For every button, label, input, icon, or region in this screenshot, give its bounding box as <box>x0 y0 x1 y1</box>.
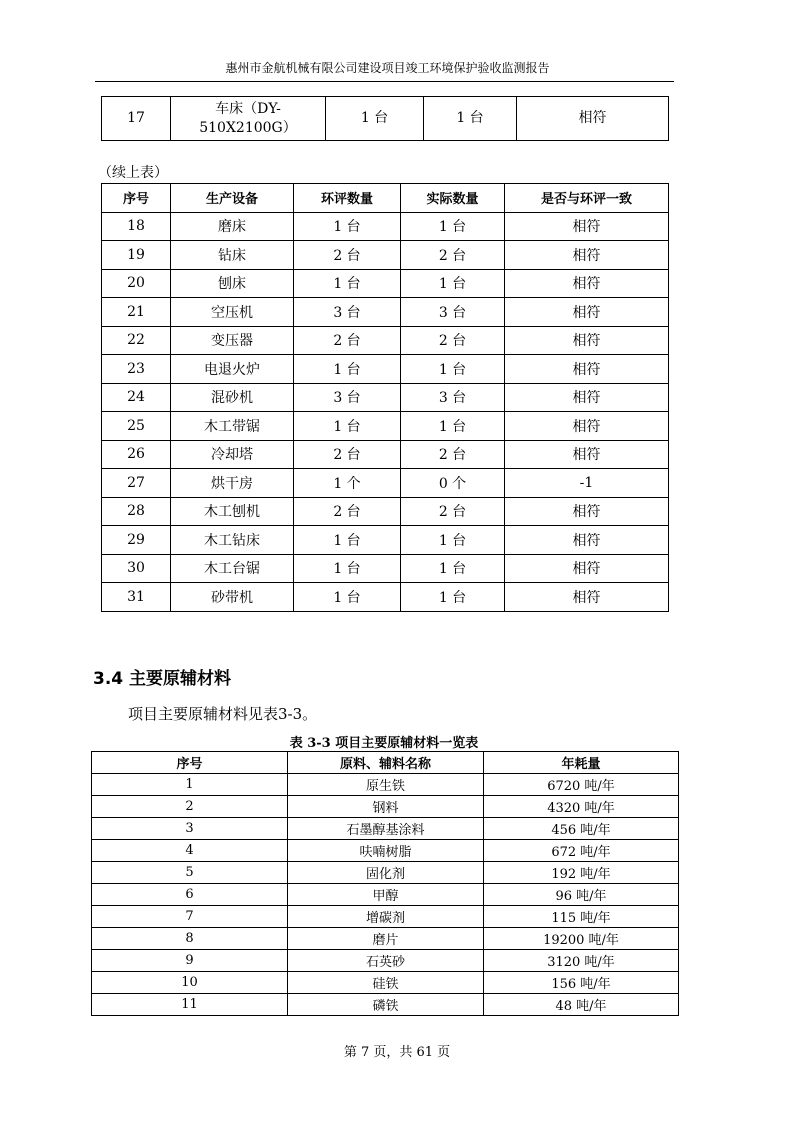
table-header-row <box>92 752 679 774</box>
table-row <box>92 906 679 928</box>
table-cell: 115 吨/年 <box>484 906 679 928</box>
table-cell: 固化剂 <box>288 862 484 884</box>
table-cell: 相符 <box>505 412 669 441</box>
table-cell: 相符 <box>505 298 669 327</box>
table-cell: 8 <box>92 928 288 950</box>
table-row <box>102 241 669 270</box>
table-cell: 3 台 <box>294 298 401 327</box>
table-row <box>102 212 669 241</box>
table-cell: 21 <box>102 298 171 327</box>
table-cell: 相符 <box>505 326 669 355</box>
column-header: 原料、辅料名称 <box>288 752 484 774</box>
table-cell: 3120 吨/年 <box>484 950 679 972</box>
table-cell: 1 台 <box>294 269 401 298</box>
table-cell: 2 台 <box>294 326 401 355</box>
table-cell: 2 台 <box>294 440 401 469</box>
table-cell: 1 台 <box>401 412 505 441</box>
materials-table <box>91 751 679 1016</box>
table-row <box>102 583 669 612</box>
table-cell: 刨床 <box>171 269 294 298</box>
table-cell: 车床（DY- 510X2100G） <box>171 97 326 141</box>
table-cell: -1 <box>505 469 669 498</box>
column-header: 序号 <box>102 184 171 213</box>
table-cell: 7 <box>92 906 288 928</box>
table-cell: 相符 <box>505 212 669 241</box>
table-row <box>102 383 669 412</box>
table-cell: 22 <box>102 326 171 355</box>
table-cell: 1 台 <box>424 97 517 141</box>
table-cell: 1 台 <box>401 269 505 298</box>
table-cell: 砂带机 <box>171 583 294 612</box>
table-cell: 木工钻床 <box>171 526 294 555</box>
table-row <box>92 774 679 796</box>
table-cell: 磨床 <box>171 212 294 241</box>
table-cell: 变压器 <box>171 326 294 355</box>
table-cell: 1 台 <box>294 554 401 583</box>
table-cell: 1 台 <box>294 355 401 384</box>
section-heading: 3.4 主要原辅材料 <box>93 669 232 689</box>
table-cell: 1 台 <box>401 583 505 612</box>
column-header: 是否与环评一致 <box>505 184 669 213</box>
table-cell: 烘干房 <box>171 469 294 498</box>
table-cell: 3 <box>92 818 288 840</box>
table-cell: 1 台 <box>401 554 505 583</box>
table-cell: 硅铁 <box>288 972 484 994</box>
header-divider <box>95 81 674 82</box>
section-paragraph: 项目主要原辅材料见表3-3。 <box>128 705 318 723</box>
table-cell: 48 吨/年 <box>484 994 679 1016</box>
table-cell: 相符 <box>505 554 669 583</box>
table-cell: 5 <box>92 862 288 884</box>
table-cell: 相符 <box>505 355 669 384</box>
table-cell: 木工台锯 <box>171 554 294 583</box>
table-cell: 456 吨/年 <box>484 818 679 840</box>
table-cell: 木工刨机 <box>171 497 294 526</box>
table-cell: 1 台 <box>294 583 401 612</box>
table-cell: 相符 <box>505 269 669 298</box>
table-cell: 磨片 <box>288 928 484 950</box>
table-cell: 相符 <box>505 497 669 526</box>
table-cell: 2 台 <box>401 241 505 270</box>
table-cell: 10 <box>92 972 288 994</box>
table-caption: 表 3-3 项目主要原辅材料一览表 <box>289 736 479 751</box>
table-cell: 18 <box>102 212 171 241</box>
table-cell: 2 台 <box>401 497 505 526</box>
column-header: 年耗量 <box>484 752 679 774</box>
table-cell: 2 台 <box>401 326 505 355</box>
table-cell: 石英砂 <box>288 950 484 972</box>
table-cell: 1 台 <box>294 526 401 555</box>
table-cell: 11 <box>92 994 288 1016</box>
table-cell: 9 <box>92 950 288 972</box>
table-row <box>92 972 679 994</box>
table-cell: 20 <box>102 269 171 298</box>
table-cell: 29 <box>102 526 171 555</box>
table-cell: 钢料 <box>288 796 484 818</box>
table-cell: 4320 吨/年 <box>484 796 679 818</box>
table-row <box>92 884 679 906</box>
table-cell: 1 台 <box>401 526 505 555</box>
table-row <box>92 796 679 818</box>
table-cell: 增碳剂 <box>288 906 484 928</box>
table-row <box>92 862 679 884</box>
table-row <box>92 818 679 840</box>
table-cell: 1 台 <box>326 97 424 141</box>
table-cell: 19 <box>102 241 171 270</box>
table-row <box>102 497 669 526</box>
table-row <box>92 840 679 862</box>
table-cell: 6 <box>92 884 288 906</box>
column-header: 生产设备 <box>171 184 294 213</box>
page-header: 惠州市金航机械有限公司建设项目竣工环境保护验收监测报告 <box>225 61 550 75</box>
table-cell: 31 <box>102 583 171 612</box>
table-cell: 30 <box>102 554 171 583</box>
table-cell: 2 台 <box>401 440 505 469</box>
table-header-row <box>102 184 669 213</box>
table-cell: 1 <box>92 774 288 796</box>
table-cell: 3 台 <box>294 383 401 412</box>
table-cell: 25 <box>102 412 171 441</box>
column-header: 实际数量 <box>401 184 505 213</box>
table-row <box>102 355 669 384</box>
table-cell: 相符 <box>505 526 669 555</box>
table-cell: 6720 吨/年 <box>484 774 679 796</box>
table-cell: 甲醇 <box>288 884 484 906</box>
table-cell: 17 <box>102 97 171 141</box>
table-cell: 相符 <box>505 383 669 412</box>
table-cell: 1 台 <box>294 212 401 241</box>
table-cell: 1 台 <box>401 212 505 241</box>
column-header: 环评数量 <box>294 184 401 213</box>
table-cell: 96 吨/年 <box>484 884 679 906</box>
page-footer: 第 7 页，共 61 页 <box>343 1045 451 1060</box>
table-cell: 相符 <box>505 241 669 270</box>
table-row <box>102 440 669 469</box>
table-cell: 相符 <box>505 440 669 469</box>
table-cell: 2 台 <box>294 497 401 526</box>
table-row <box>102 526 669 555</box>
table-cell: 空压机 <box>171 298 294 327</box>
table-cell: 电退火炉 <box>171 355 294 384</box>
table-row <box>92 928 679 950</box>
table-cell: 0 个 <box>401 469 505 498</box>
table-cell: 156 吨/年 <box>484 972 679 994</box>
table-cell: 木工带锯 <box>171 412 294 441</box>
table-row <box>92 950 679 972</box>
table-cell: 27 <box>102 469 171 498</box>
table-cell: 石墨醇基涂料 <box>288 818 484 840</box>
table-row <box>102 97 669 141</box>
table-row <box>102 298 669 327</box>
table-cell: 23 <box>102 355 171 384</box>
table-row <box>102 469 669 498</box>
table-cell: 2 台 <box>294 241 401 270</box>
table-row <box>102 269 669 298</box>
table-cell: 24 <box>102 383 171 412</box>
table-cell: 相符 <box>517 97 669 141</box>
table-cell: 28 <box>102 497 171 526</box>
table-cell: 钻床 <box>171 241 294 270</box>
table-cell: 磷铁 <box>288 994 484 1016</box>
table-cell: 冷却塔 <box>171 440 294 469</box>
table-cell: 2 <box>92 796 288 818</box>
table-cell: 1 台 <box>294 412 401 441</box>
equipment-table <box>101 183 669 612</box>
table-row <box>102 412 669 441</box>
table-cell: 19200 吨/年 <box>484 928 679 950</box>
equipment-table-top <box>101 96 669 141</box>
table-cell: 原生铁 <box>288 774 484 796</box>
table-cell: 26 <box>102 440 171 469</box>
table-cell: 192 吨/年 <box>484 862 679 884</box>
table-row <box>92 994 679 1016</box>
table-cell: 3 台 <box>401 383 505 412</box>
table-cell: 1 个 <box>294 469 401 498</box>
table-cell: 混砂机 <box>171 383 294 412</box>
table-cell: 3 台 <box>401 298 505 327</box>
table-row <box>102 326 669 355</box>
table-cell: 1 台 <box>401 355 505 384</box>
table-cell: 相符 <box>505 583 669 612</box>
column-header: 序号 <box>92 752 288 774</box>
table-cell: 672 吨/年 <box>484 840 679 862</box>
table-cell: 呋喃树脂 <box>288 840 484 862</box>
table-row <box>102 554 669 583</box>
table-cell: 4 <box>92 840 288 862</box>
continued-label: （续上表） <box>98 165 168 181</box>
